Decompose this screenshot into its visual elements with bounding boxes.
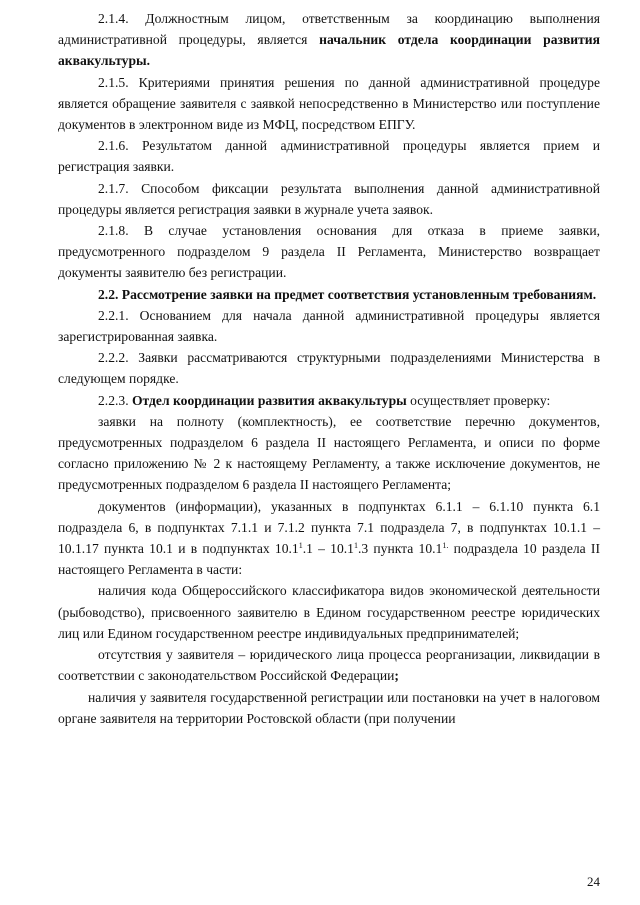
paragraph-2-2-1: 2.2.1. Основанием для начала данной административной процедуры является зарегистрированная заявка. xyxy=(58,307,600,345)
item-text: отсутствия у заявителя – юридического лица процесса реорганизации, ликвидации в соответствии с законодательством Российской Федерации xyxy=(58,647,600,684)
section-heading-text: 2.2. Рассмотрение заявки на предмет соответствия установленным требованиям. xyxy=(98,286,597,302)
paragraph-2-1-6: 2.1.6. Результатом данной административной процедуры является прием и регистрация заявки. xyxy=(58,138,600,175)
paragraph-2-1-7: 2.1.7. Способом фиксации результата выполнения данной административной процедуры является регистрация заявки в журнале учета заявок. xyxy=(58,180,600,217)
document-page xyxy=(58,8,600,729)
check-item-reorganization xyxy=(58,644,600,686)
check-item-completeness: заявки на полноту (комплектность), ее соответствие перечню документов, предусмотренных подразделом 6 раздела II настоящего Регламента, и описи по форме согласно приложению № 2 к настоящему Регламенту, а также исключение документов, не предусмотренных подразделом 6 раздела II настоящего Регламента; xyxy=(58,413,600,493)
department-bold: Отдел координации развития аквакультуры xyxy=(131,392,407,408)
paragraph-2-2-2: 2.2.2. Заявки рассматриваются структурными подразделениями Министерства в следующем порядке. xyxy=(58,350,600,387)
paragraph-text: осуществляет проверку: xyxy=(406,392,551,408)
paragraph-2-1-8: 2.1.8. В случае установления основания для отказа в приеме заявки, предусмотренного подразделом 9 раздела II Регламента, Министерство возвращает документы заявителю без регистрации. xyxy=(58,223,600,281)
superscript: 1 xyxy=(298,541,303,551)
check-item-registration: наличия у заявителя государственной регистрации или постановки на учет в налоговом органе заявителя на территории Ростовской области (при получении xyxy=(58,689,600,726)
check-item-documents xyxy=(58,496,600,581)
responsible-person-bold: начальник отдела координации развития аквакультуры. xyxy=(58,32,600,69)
paragraph-text: 2.1.4. Должностным лицом, ответственным за координацию выполнения административной процедуры, является xyxy=(58,11,600,48)
paragraph-2-1-4 xyxy=(58,8,600,72)
paragraph-number: 2.2.3. xyxy=(98,392,132,408)
item-text-a: документов (информации), указанных в подпунктах 6.1.1 – 6.1.10 пункта 6.1 подраздела 6, в подпунктах 7.1.1 и 7.1.2 пункта 7.1 подраздела 7, в подпунктах 10.1.1 – 10.1.17 пункта 10.1 и в подпунктах 10.1 xyxy=(58,498,600,557)
superscript: 1. xyxy=(442,541,449,551)
superscript: 1 xyxy=(353,541,358,551)
item-text-d: подраздела 10 раздела II настоящего Регламента в части: xyxy=(58,541,600,578)
paragraph-2-2-3 xyxy=(58,390,600,411)
section-heading-2-2 xyxy=(58,284,600,305)
page-number: 24 xyxy=(587,874,600,889)
semicolon-bold: ; xyxy=(394,668,399,684)
check-item-okved: наличия кода Общероссийского классификатора видов экономической деятельности (рыбоводство), присвоенного заявителю в Едином государственном реестре юридических лиц или Едином государственном реестре индивидуальных предпринимателей; xyxy=(58,583,600,641)
paragraph-2-1-5: 2.1.5. Критериями принятия решения по данной административной процедуре является обращение заявителя с заявкой непосредственно в Министерство или поступление документов в электронном виде из МФЦ, посредством ЕПГУ. xyxy=(58,74,600,133)
item-text-c: .3 пункта 10.1 xyxy=(357,541,443,557)
item-text-b: .1 – 10.1 xyxy=(302,541,354,557)
